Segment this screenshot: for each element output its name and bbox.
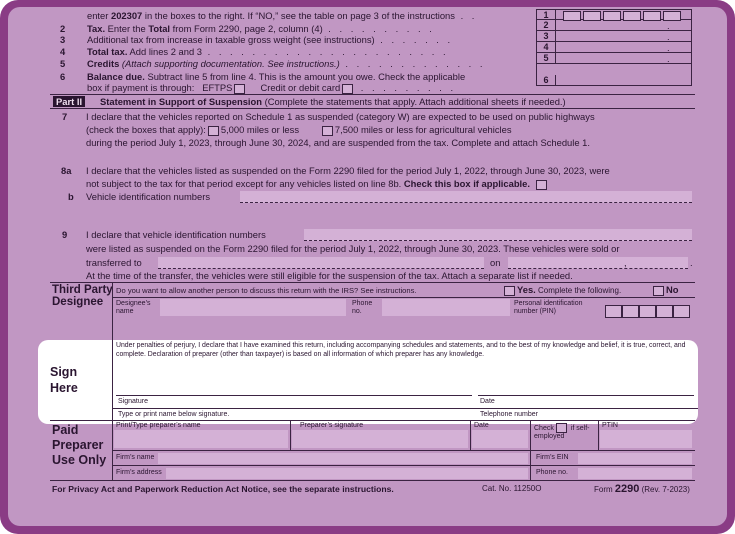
paid-preparer-heading: Paid Preparer Use Only <box>52 423 107 467</box>
line7-text-a: I declare that the vehicles reported on Schedule 1 as suspended (category W) are expected to be used on public highways <box>86 111 595 122</box>
line4-label: Total tax. Add lines 2 and 3 . . . . . . . . . . . . . . . . . . . . . . <box>87 46 449 57</box>
firm-phone-label: Phone no. <box>536 469 568 476</box>
cat-number: Cat. No. 11250O <box>482 484 542 493</box>
firm-address-label: Firm’s address <box>116 469 162 476</box>
line9-text-d: At the time of the transfer, the vehicles were still eligible for the suspension of the tax. Attach a separate list if needed. <box>86 270 573 281</box>
preparer-name-label: Print/Type preparer’s name <box>116 422 201 429</box>
preparer-signature-label: Preparer’s signature <box>300 422 364 429</box>
firm-name-input[interactable] <box>158 453 528 464</box>
designee-no-checkbox[interactable] <box>653 286 664 296</box>
line6-payment: box if payment is through: EFTPS Credit or debit card . . . . . . . . . <box>87 82 457 93</box>
ptin-label: PTIN <box>602 422 618 429</box>
form-id: Form 2290 (Rev. 7-2023) <box>594 483 690 495</box>
designee-name-label: Designee’s name <box>116 300 151 315</box>
line9-number: 9 <box>62 229 68 240</box>
transfer-date-input[interactable] <box>508 257 688 269</box>
designee-phone-label: Phone no. <box>352 300 373 315</box>
third-party-heading: Third Party Designee <box>52 284 113 308</box>
form-2290-page <box>8 7 727 526</box>
line9-comma: , <box>624 257 627 268</box>
line8b-label: Vehicle identification numbers <box>86 191 211 202</box>
firm-name-label: Firm’s name <box>116 454 155 461</box>
sign-here-highlight <box>38 340 698 424</box>
line5-amount[interactable]: 5 . <box>536 53 692 64</box>
line8a-text-a: I declare that the vehicles listed as suspended on the Form 2290 filed for the period July 1, 2022, through June 30, 2023, were <box>86 165 610 176</box>
line6-amount[interactable]: 6 <box>536 64 692 86</box>
line8a-number: 8a <box>61 165 72 176</box>
pin-box-4[interactable] <box>656 305 673 318</box>
ptin-input[interactable] <box>600 430 692 448</box>
line5-number: 5 <box>60 58 66 69</box>
part2-title: Statement in Support of Suspension (Complete the statements that apply. Attach additional sheets if needed.) <box>100 96 566 107</box>
self-employed-label: Check if self-employed <box>534 424 590 440</box>
preparer-date-label: Date <box>474 422 489 429</box>
line9-on-label: on <box>490 257 501 268</box>
eftps-checkbox[interactable] <box>234 84 245 94</box>
line9-period: . <box>690 257 693 268</box>
signature-label: Signature <box>118 398 148 405</box>
line4-amount[interactable]: 4 . <box>536 42 692 53</box>
line7-text-c: during the period July 1, 2023, through June 30, 2024, and are suspended from the tax. Complete and attach Schedule 1. <box>86 137 590 148</box>
line3-label: Additional tax from increase in taxable gross weight (see instructions) . . . . . . . <box>87 34 454 45</box>
designee-yes-checkbox[interactable] <box>504 286 515 296</box>
line8a-checkbox[interactable] <box>536 180 547 190</box>
7500-miles-checkbox[interactable] <box>322 126 333 136</box>
line3-amount[interactable]: 3 . <box>536 31 692 42</box>
sign-date-label: Date <box>480 398 495 405</box>
privacy-notice: For Privacy Act and Paperwork Reduction Act Notice, see the separate instructions. <box>52 484 394 494</box>
line2-label: Tax. Enter the Total from Form 2290, page 2, column (4) . . . . . . . . . . <box>87 23 435 34</box>
line2-amount[interactable]: 2 . <box>536 20 692 31</box>
firm-ein-input[interactable] <box>578 453 692 464</box>
line4-number: 4 <box>60 46 66 57</box>
designee-no: No <box>651 284 679 296</box>
line6-number: 6 <box>60 71 66 82</box>
part2-tag: Part II <box>53 96 85 107</box>
vin-8b-input[interactable] <box>240 191 692 203</box>
telephone-label: Telephone number <box>480 411 538 418</box>
third-party-question: Do you want to allow another person to discuss this return with the IRS? See instructions. <box>116 286 417 295</box>
line9-transferred-label: transferred to <box>86 257 142 268</box>
sign-here-heading: Sign Here <box>50 365 78 395</box>
perjury-declaration: Under penalties of perjury, I declare that I have examined this return, including accompanying schedules and statements, and to the best of my knowledge and belief, it is true, correct, and complete. Declaration of preparer (other than taxpayer) is based on all information of which preparer has any knowledge. <box>116 342 686 358</box>
line7-options: (check the boxes that apply): 5,000 miles or less 7,500 miles or less for agricultural vehicles <box>86 124 512 135</box>
designee-pin-label: Personal identification number (PIN) <box>514 300 583 315</box>
preparer-signature-input[interactable] <box>292 430 468 448</box>
credit-card-checkbox[interactable] <box>342 84 353 94</box>
line1-boxes: 1 <box>536 9 692 20</box>
line7-number: 7 <box>62 111 68 122</box>
self-employed-checkbox[interactable] <box>556 423 567 433</box>
line9-text-a: I declare that vehicle identification numbers <box>86 229 266 240</box>
firm-address-input[interactable] <box>166 468 528 479</box>
preparer-name-input[interactable] <box>114 430 288 448</box>
line1-text: enter 202307 in the boxes to the right. If “NO,” see the table on page 3 of the instructions . . <box>87 10 478 21</box>
print-name-label: Type or print name below signature. <box>118 411 230 418</box>
pin-box-2[interactable] <box>622 305 639 318</box>
line9-text-b: were listed as suspended on the Form 2290 filed for the period July 1, 2022, through June 30, 2023. These vehicles were sold or <box>86 243 620 254</box>
pin-box-3[interactable] <box>639 305 656 318</box>
preparer-date-input[interactable] <box>472 430 528 448</box>
line5-label: Credits (Attach supporting documentation. See instructions.) . . . . . . . . . . . . . <box>87 58 486 69</box>
line6-label: Balance due. Subtract line 5 from line 4. This is the amount you owe. Check the applicable <box>87 71 466 82</box>
designee-name-input[interactable] <box>160 299 346 316</box>
designee-phone-input[interactable] <box>382 299 510 316</box>
line8b-number: b <box>68 191 74 202</box>
pin-box-5[interactable] <box>673 305 690 318</box>
line2-number: 2 <box>60 23 66 34</box>
firm-phone-input[interactable] <box>578 468 692 479</box>
line8a-text-b: not subject to the tax for that period except for any vehicles listed on line 8b. Check this box if applicable. <box>86 178 549 190</box>
designee-yes: Yes. Complete the following. <box>502 284 621 296</box>
firm-ein-label: Firm’s EIN <box>536 454 569 461</box>
5000-miles-checkbox[interactable] <box>208 126 219 136</box>
line3-number: 3 <box>60 34 66 45</box>
vin-9-input[interactable] <box>304 229 692 241</box>
pin-box-1[interactable] <box>605 305 622 318</box>
transferee-input[interactable] <box>158 257 484 269</box>
